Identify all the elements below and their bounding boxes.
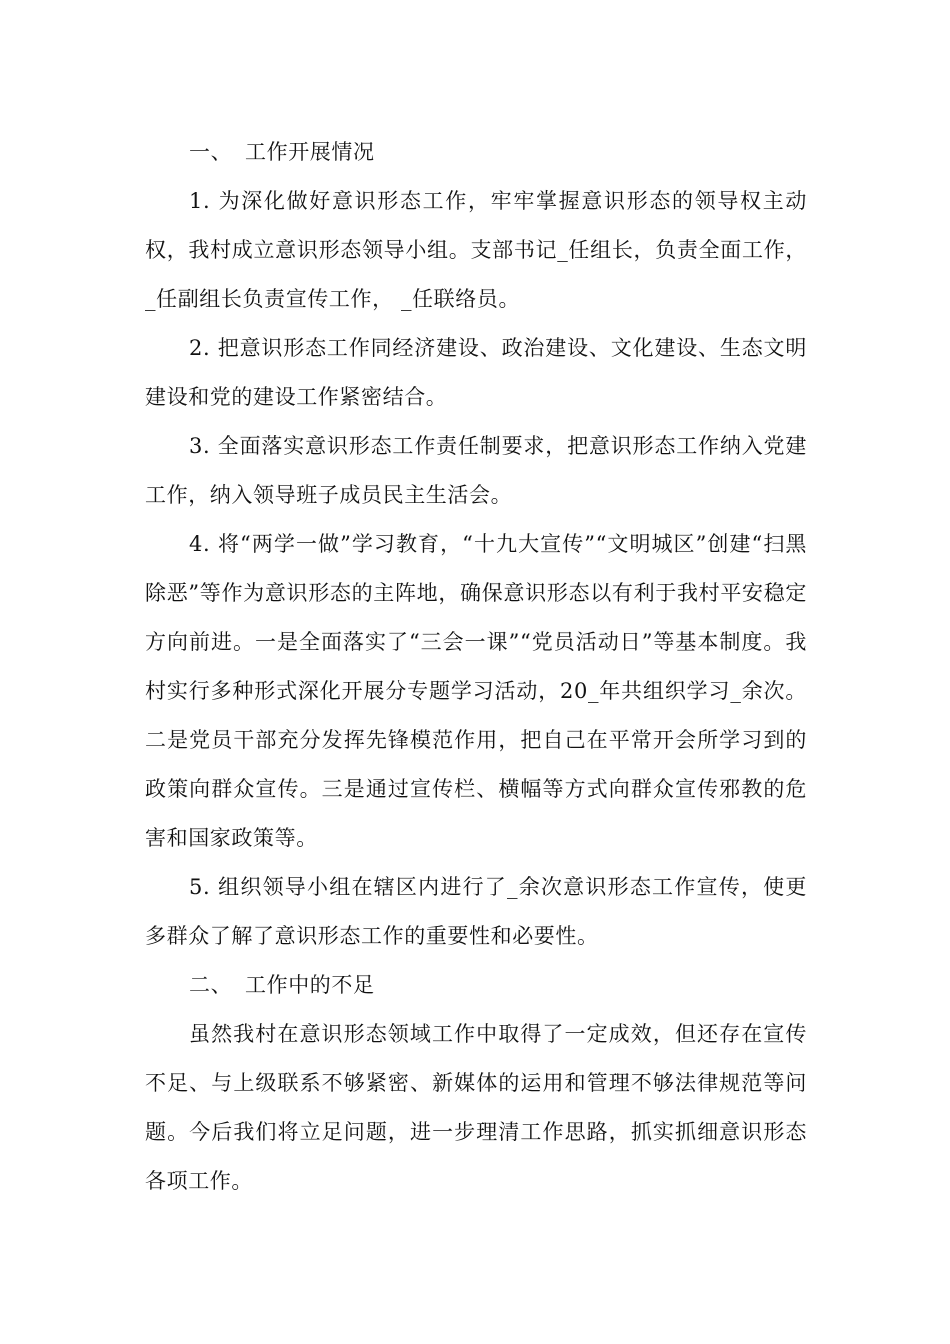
paragraph-6: 虽然我村在意识形态领域工作中取得了一定成效，但还存在宣传不足、与上级联系不够紧密、新媒体的运用和管理不够法律规范等问题。今后我们将立足问题，进一步理清工作思路，抓实抓细意识形态各项工作。: [145, 1022, 807, 1193]
document-body: [145, 128, 807, 1206]
section-number: 二、: [189, 973, 233, 997]
section-title: 工作中的不足: [245, 973, 375, 997]
paragraph-2: 2. 把意识形态工作同经济建设、政治建设、文化建设、生态文明建设和党的建设工作紧密结合。: [145, 336, 807, 409]
paragraph-1: 1. 为深化做好意识形态工作，牢牢掌握意识形态的领导权主动权，我村成立意识形态领导小组。支部书记_任组长，负责全面工作，_任副组长负责宣传工作， _任联络员。: [145, 189, 807, 311]
paragraph-5: 5. 组织领导小组在辖区内进行了_余次意识形态工作宣传，使更多群众了解了意识形态工作的重要性和必要性。: [145, 875, 807, 948]
paragraph-4: 4. 将“两学一做”学习教育，“十九大宣传”“文明城区”创建“扫黑除恶”等作为意识形态的主阵地，确保意识形态以有利于我村平安稳定方向前进。一是全面落实了“三会一课”“党员活动日”等基本制度。我村实行多种形式深化开展分专题学习活动，20_年共组织学习_余次。二是党员干部充分发挥先锋模范作用，把自己在平常开会所学习到的政策向群众宣传。三是通过宣传栏、横幅等方式向群众宣传邪教的危害和国家政策等。: [145, 532, 807, 850]
section-heading-1: [145, 128, 807, 177]
section-number: 一、: [189, 140, 233, 164]
paragraph-3: 3. 全面落实意识形态工作责任制要求，把意识形态工作纳入党建工作，纳入领导班子成员民主生活会。: [145, 434, 807, 507]
section-title: 工作开展情况: [245, 140, 375, 164]
section-heading-2: [145, 961, 807, 1010]
